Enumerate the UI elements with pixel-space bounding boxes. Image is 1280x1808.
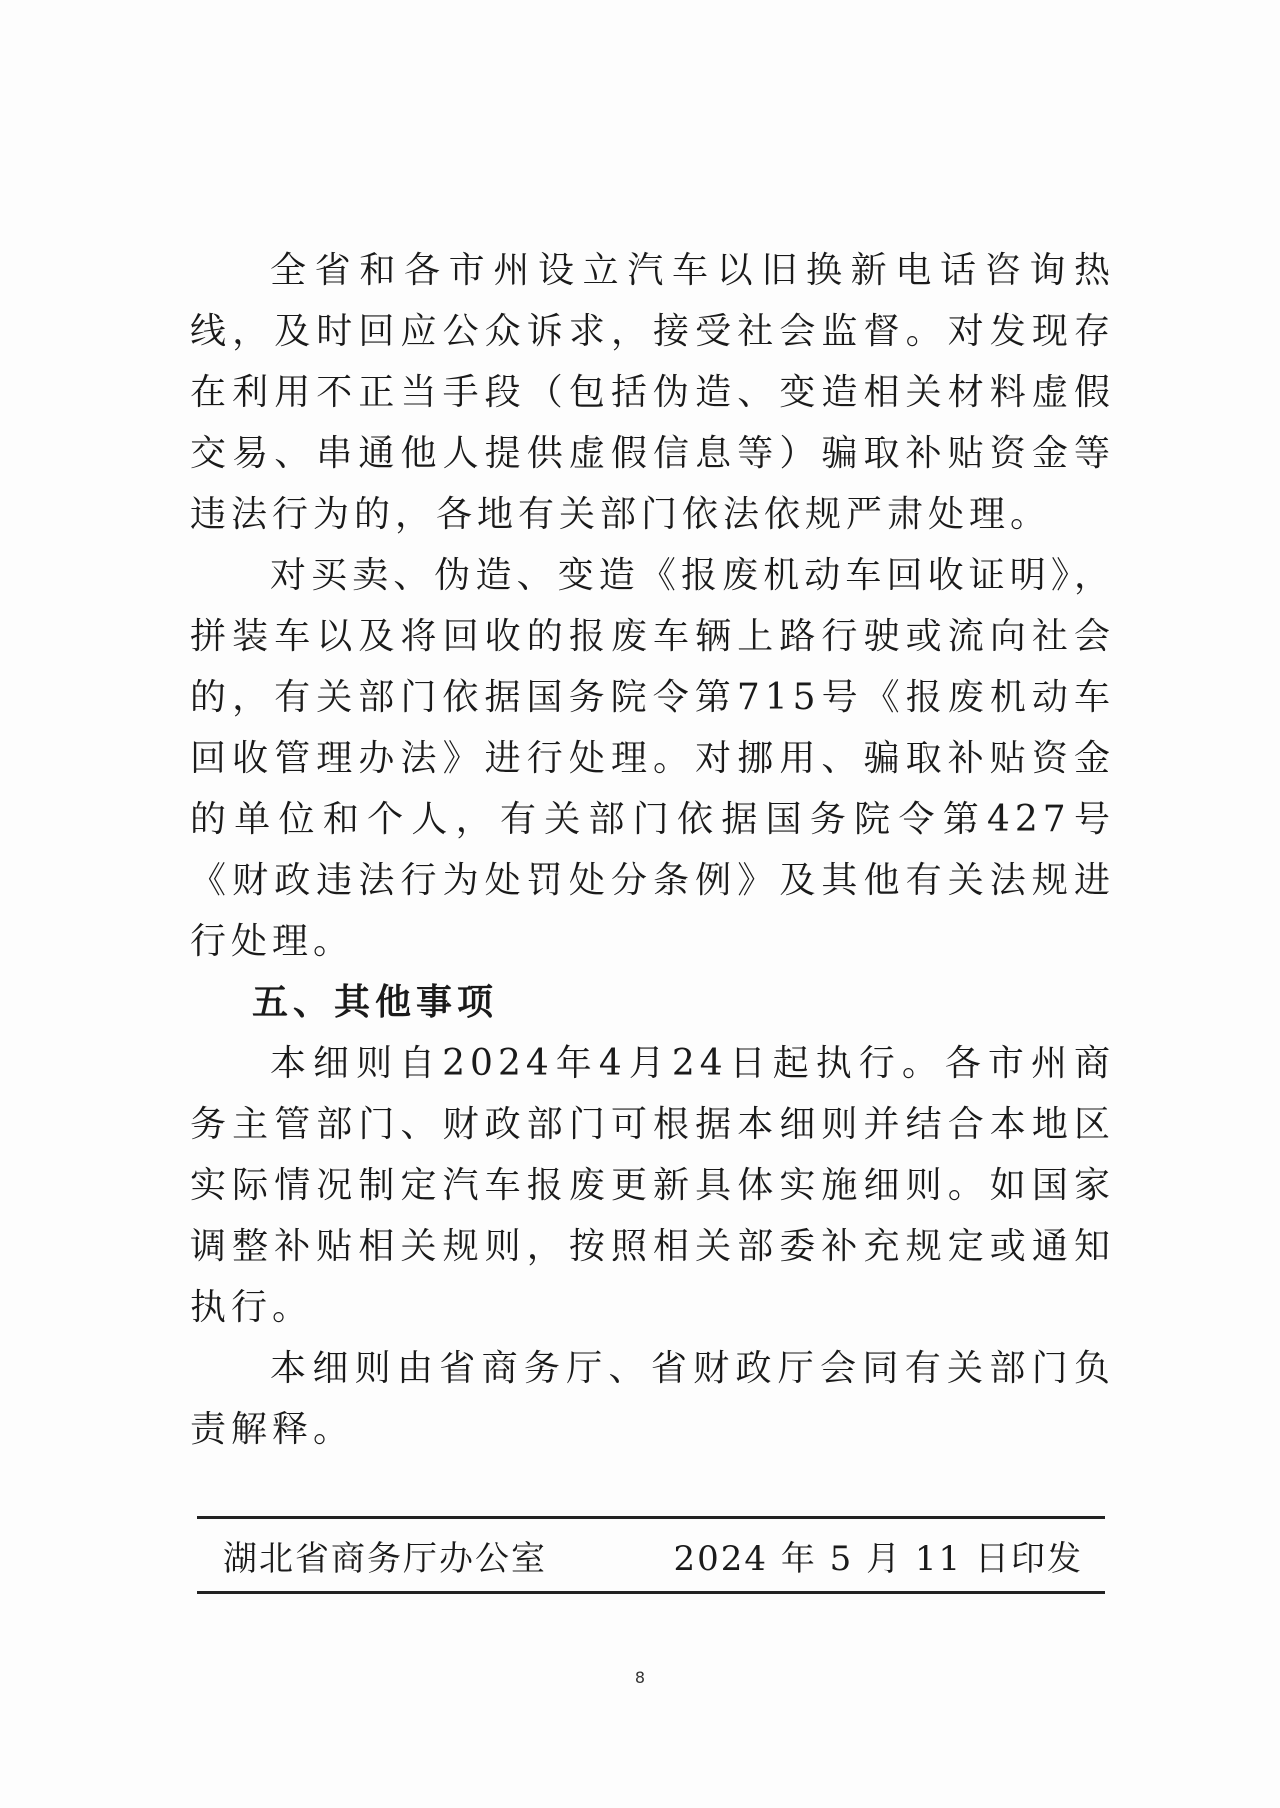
- document-body: [190, 240, 1115, 1460]
- footer-bottom-rule: [197, 1591, 1105, 1594]
- paragraph-interpretation: 本细则由省商务厅、省财政厅会同有关部门负责解释。: [190, 1348, 1115, 1450]
- section-heading-other-matters: 五、其他事项: [252, 982, 499, 1023]
- paragraph-effective-date: 本细则自2024年4月24日起执行。各市州商务主管部门、财政部门可根据本细则并结合本地区实际情况制定汽车报废更新具体实施细则。如国家调整补贴相关规则，按照相关部委补充规定或通知执行。: [190, 1043, 1115, 1328]
- footer-row: [197, 1519, 1105, 1591]
- paragraph-penalties: 对买卖、伪造、变造《报废机动车回收证明》，拼装车以及将回收的报废车辆上路行驶或流向社会的，有关部门依据国务院令第715号《报废机动车回收管理办法》进行处理。对挪用、骗取补贴资金的单位和个人，有关部门依据国务院令第427号《财政违法行为处罚处分条例》及其他有关法规进行处理。: [190, 555, 1115, 962]
- page-number: 8: [634, 1668, 646, 1687]
- paragraph-hotline-supervision: 全省和各市州设立汽车以旧换新电话咨询热线，及时回应公众诉求，接受社会监督。对发现存在利用不正当手段（包括伪造、变造相关材料虚假交易、串通他人提供虚假信息等）骗取补贴资金等违法行为的，各地有关部门依法依规严肃处理。: [190, 250, 1115, 535]
- issuance-footer: [197, 1516, 1105, 1594]
- issue-date: 2024 年 5 月 11 日印发: [673, 1538, 1083, 1579]
- issuer-name: 湖北省商务厅办公室: [223, 1538, 547, 1579]
